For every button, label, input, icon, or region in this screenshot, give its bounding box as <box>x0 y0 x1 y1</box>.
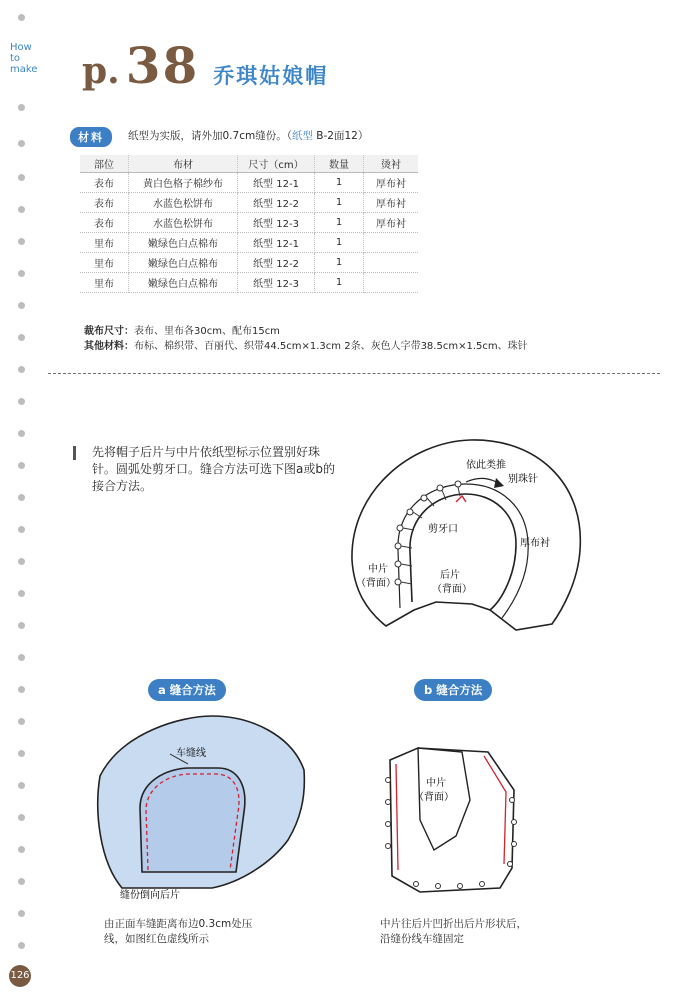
table-cell: 水蓝色松饼布 <box>129 193 238 213</box>
note-pattern-link: 纸型 <box>291 130 313 142</box>
materials-badge: 材料 <box>70 127 112 147</box>
page-header <box>82 36 328 95</box>
note-main: 纸型为实版，请外加0.7cm缝份。（ <box>128 130 292 142</box>
table-cell: 1 <box>315 193 364 213</box>
table-row <box>80 213 418 233</box>
table-cell: 表布 <box>80 173 129 193</box>
method-b-badge: b 缝合方法 <box>414 679 492 701</box>
other-materials-line <box>84 337 528 352</box>
margin-dot <box>18 206 25 213</box>
table-cell: 纸型 12-1 <box>238 233 315 253</box>
page-prefix: p. <box>82 50 120 92</box>
margin-dot <box>18 622 25 629</box>
other-materials-value: 布标、棉织带、百丽代、织带44.5cm×1.3cm 2条、灰色人字带38.5cm×1.5cm、珠针 <box>134 341 528 352</box>
margin-dot <box>18 718 25 725</box>
section-divider <box>48 373 660 374</box>
table-cell: 表布 <box>80 193 129 213</box>
page-number: 126 <box>9 965 31 987</box>
cut-size-value: 表布、里布各30cm、配布15cm <box>134 326 280 337</box>
margin-dot <box>18 782 25 789</box>
materials-table <box>80 155 418 293</box>
table-row <box>80 193 418 213</box>
col-header: 数量 <box>315 155 364 173</box>
table-row <box>80 233 418 253</box>
margin-dot <box>18 430 25 437</box>
table-cell: 黄白色格子棉纱布 <box>129 173 238 193</box>
margin-dot <box>18 270 25 277</box>
method-b-caption <box>380 917 527 947</box>
caption-line: 中片往后片凹折出后片形状后， <box>380 918 527 930</box>
table-cell <box>364 253 419 273</box>
margin-dot <box>18 750 25 757</box>
label-middle-b: 中片 <box>426 778 446 789</box>
caption-line: 由正面车缝距离布边0.3cm处压 <box>104 918 253 930</box>
margin-dot <box>18 942 25 949</box>
table-cell: 1 <box>315 213 364 233</box>
table-cell: 里布 <box>80 233 129 253</box>
margin-dot <box>18 494 25 501</box>
margin-dot <box>18 878 25 885</box>
table-cell: 1 <box>315 173 364 193</box>
caption-line: 沿缝份线车缝固定 <box>380 933 464 945</box>
table-cell: 厚布衬 <box>364 213 419 233</box>
table-cell: 里布 <box>80 273 129 293</box>
label-stitch-line: 车缝线 <box>176 748 206 759</box>
step-1-text: 先将帽子后片与中片依纸型标示位置别好珠针。圆弧处剪牙口。缝合方法可选下图a或b的接合方法。 <box>92 445 335 493</box>
to-text: to <box>10 53 21 64</box>
label-notch: 剪牙口 <box>428 524 458 535</box>
make-text: make <box>10 64 38 75</box>
notch-mark <box>456 496 466 502</box>
col-header: 烫衬 <box>364 155 419 173</box>
table-cell: 1 <box>315 233 364 253</box>
table-cell: 纸型 12-3 <box>238 273 315 293</box>
crown-opening <box>140 768 245 872</box>
pinning-diagram <box>340 432 590 637</box>
label-back: 后片 <box>440 570 460 581</box>
label-pin: 别珠针 <box>508 474 538 485</box>
caption-line: 线，如图红色虚线所示 <box>104 933 209 945</box>
margin-dot <box>18 302 25 309</box>
table-cell: 水蓝色松饼布 <box>129 213 238 233</box>
cut-size-line <box>84 322 280 337</box>
table-cell: 嫩绿色白点棉布 <box>129 233 238 253</box>
margin-dot <box>18 814 25 821</box>
note-tail: B-2面12） <box>316 130 369 142</box>
col-header: 布材 <box>129 155 238 173</box>
label-back-back: （背面） <box>432 584 472 595</box>
table-row <box>80 253 418 273</box>
margin-dot <box>18 140 25 147</box>
margin-dot <box>18 174 25 181</box>
table-cell: 纸型 12-1 <box>238 173 315 193</box>
label-middle-back: （背面） <box>356 578 396 589</box>
margin-dot <box>18 14 25 21</box>
method-a-badge: a 缝合方法 <box>148 679 226 701</box>
table-cell: 纸型 12-2 <box>238 193 315 213</box>
table-row <box>80 273 418 293</box>
margin-dot <box>18 238 25 245</box>
method-a-diagram <box>92 712 312 902</box>
table-cell: 1 <box>315 273 364 293</box>
margin-dot <box>18 398 25 405</box>
how-to-make-label <box>10 42 37 75</box>
label-interfacing: 厚布衬 <box>520 538 550 549</box>
table-cell: 厚布衬 <box>364 193 419 213</box>
table-row <box>80 173 418 193</box>
col-header: 部位 <box>80 155 129 173</box>
margin-dot <box>18 462 25 469</box>
margin-dot <box>18 366 25 373</box>
margin-dot <box>18 910 25 917</box>
margin-dot <box>18 590 25 597</box>
table-cell: 纸型 12-2 <box>238 253 315 273</box>
margin-dot <box>18 558 25 565</box>
label-middle-back-b: （背面） <box>414 792 454 803</box>
table-header-row <box>80 155 418 173</box>
margin-dot <box>18 654 25 661</box>
method-b-diagram <box>380 740 530 900</box>
label-allowance: 缝份倒向后片 <box>120 890 180 901</box>
margin-dot <box>18 526 25 533</box>
page-title: 乔琪姑娘帽 <box>213 64 329 88</box>
margin-dot <box>18 334 25 341</box>
label-push: 依此类推 <box>466 460 506 471</box>
table-cell <box>364 233 419 253</box>
materials-note <box>128 128 368 143</box>
method-a-caption <box>104 917 252 947</box>
table-cell: 表布 <box>80 213 129 233</box>
table-cell: 嫩绿色白点棉布 <box>129 273 238 293</box>
table-cell: 里布 <box>80 253 129 273</box>
arrow-head-icon <box>494 478 504 488</box>
back-piece-outline <box>390 748 514 892</box>
table-cell: 厚布衬 <box>364 173 419 193</box>
label-middle: 中片 <box>368 564 388 575</box>
other-materials-label: 其他材料： <box>84 341 134 352</box>
table-cell: 嫩绿色白点棉布 <box>129 253 238 273</box>
stitch-line-b <box>396 764 398 870</box>
col-header: 尺寸（cm） <box>238 155 315 173</box>
middle-piece-edge <box>398 484 528 618</box>
table-cell <box>364 273 419 293</box>
project-number: 38 <box>125 36 200 95</box>
margin-dot <box>18 686 25 693</box>
step-marker <box>73 446 76 460</box>
margin-dot <box>18 104 25 111</box>
direction-arrow <box>466 478 500 484</box>
table-cell: 纸型 12-3 <box>238 213 315 233</box>
how-text: How <box>10 42 32 53</box>
table-cell: 1 <box>315 253 364 273</box>
margin-dot <box>18 846 25 853</box>
cut-size-label: 裁布尺寸： <box>84 326 134 337</box>
